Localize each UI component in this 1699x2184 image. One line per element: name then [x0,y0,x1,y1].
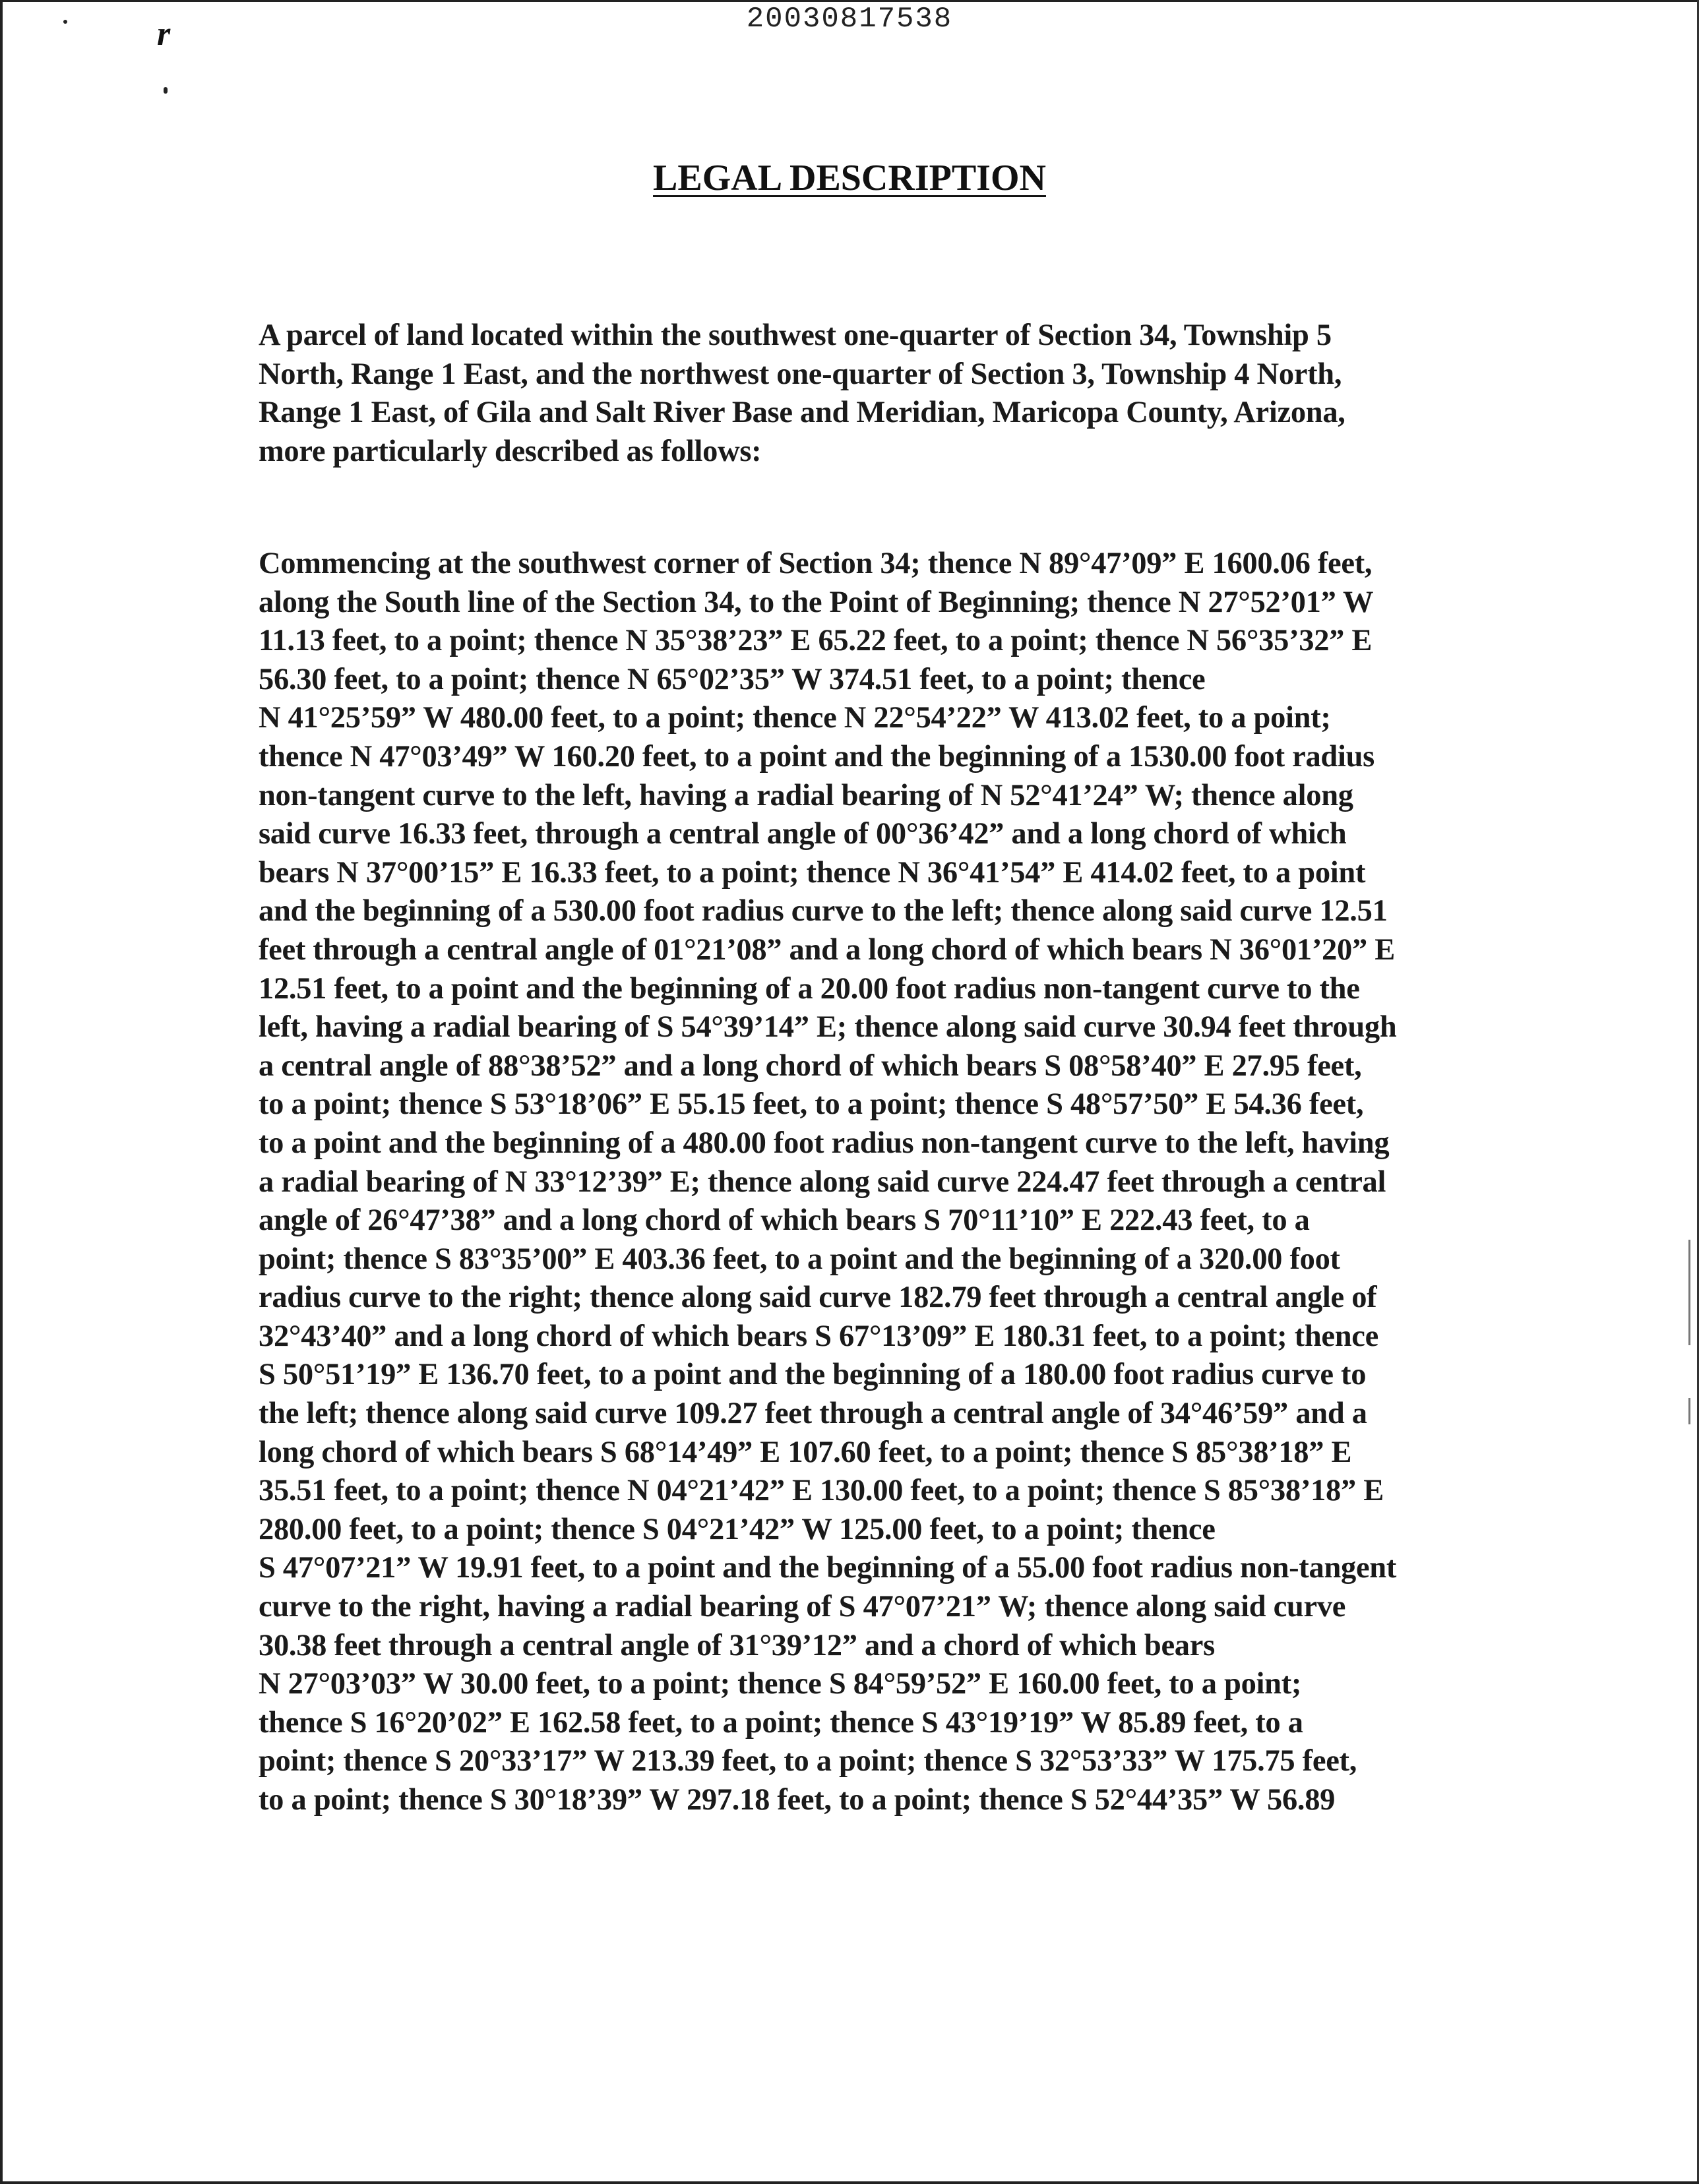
text-line: N 41°25’59” W 480.00 feet, to a point; thence N 22°54’22” W 413.02 feet, to a point; [259,701,1331,735]
text-line: to a point; thence S 53°18’06” E 55.15 feet, to a point; thence S 48°57’50” E 54.36 feet, [259,1087,1364,1122]
text-line: the left; thence along said curve 109.27 feet through a central angle of 34°46’59” and a [259,1397,1367,1431]
text-line: S 47°07’21” W 19.91 feet, to a point and the beginning of a 55.00 foot radius non-tangent [259,1551,1397,1585]
text-line: A parcel of land located within the southwest one-quarter of Section 34, Township 5 [259,318,1332,352]
scan-edge-streak [1688,1398,1690,1424]
text-line: N 27°03’03” W 30.00 feet, to a point; thence S 84°59’52” E 160.00 feet, to a point; [259,1667,1302,1701]
text-run: along the South line of the Section 34, to the [259,585,830,619]
document-number: 20030817538 [746,3,953,36]
text-line: Commencing at the southwest corner of Section 34; thence N 89°47’09” E 1600.06 feet, [259,547,1373,580]
text-line: more particularly described as follows: [259,434,762,468]
text-line: 11.13 feet, to a point; thence N 35°38’23” E 65.22 feet, to a point; thence N 56°35’32” E [259,624,1373,658]
text-line: 280.00 feet, to a point; thence S 04°21’42” W 125.00 feet, to a point; thence [259,1512,1216,1546]
text-line: S 50°51’19” E 136.70 feet, to a point and the beginning of a 180.00 foot radius curve to [259,1358,1367,1392]
text-run: thence N 27°52’01” W [1079,585,1374,619]
text-line: bears N 37°00’15” E 16.33 feet, to a point; thence N 36°41’54” E 414.02 feet, to a point [259,855,1366,890]
text-line: said curve 16.33 feet, through a central angle of 00°36’42” and a long chord of which [259,817,1347,851]
text-lines-container [259,622,1466,1819]
point-of-beginning-label: Point of Beginning; [829,585,1080,619]
text-line [259,584,1466,622]
text-line: 32°43’40” and a long chord of which bears S 67°13’09” E 180.31 feet, to a point; thence [259,1319,1378,1353]
text-line: Range 1 East, of Gila and Salt River Base and Meridian, Maricopa County, Arizona, [259,396,1345,430]
text-line: thence S 16°20’02” E 162.58 feet, to a point; thence S 43°19’19” W 85.89 feet, to a [259,1705,1303,1740]
text-line: a radial bearing of N 33°12’39” E; thence along said curve 224.47 feet through a central [259,1165,1386,1199]
text-line: left, having a radial bearing of S 54°39’14” E; thence along said curve 30.94 feet through [259,1010,1397,1045]
scan-edge-streak [1688,1240,1690,1345]
scan-speck [164,87,168,94]
text-line: point; thence S 20°33’17” W 213.39 feet, to a point; thence S 32°53’33” W 175.75 feet, [259,1744,1357,1778]
text-line: curve to the right, having a radial bearing of S 47°07’21” W; thence along said curve [259,1590,1346,1624]
page-border-left [0,0,3,2184]
text-line: 35.51 feet, to a point; thence N 04°21’42” E 130.00 feet, to a point; thence S 85°38’18” E [259,1474,1384,1508]
boundary-description-paragraph [259,545,1466,1820]
page-title: LEGAL DESCRIPTION [653,158,1046,198]
text-line: non-tangent curve to the left, having a radial bearing of N 52°41’24” W; thence along [259,778,1353,812]
text-line: 30.38 feet through a central angle of 31°39’12” and a chord of which bears [259,1628,1215,1662]
text-line: feet through a central angle of 01°21’08” and a long chord of which bears N 36°01’20” E [259,932,1395,967]
text-line: point; thence S 83°35’00” E 403.36 feet, to a point and the beginning of a 320.00 foot [259,1242,1340,1276]
text-line: a central angle of 88°38’52” and a long chord of which bears S 08°58’40” E 27.95 feet, [259,1048,1362,1083]
page-border-bottom [0,2181,1699,2184]
text-line: to a point and the beginning of a 480.00 foot radius non-tangent curve to the left, having [259,1126,1390,1160]
text-line: 12.51 feet, to a point and the beginning of a 20.00 foot radius non-tangent curve to the [259,971,1360,1006]
page-border-top [0,0,1699,2]
text-line: radius curve to the right; thence along said curve 182.79 feet through a central angle of [259,1281,1377,1315]
text-line: and the beginning of a 530.00 foot radius curve to the left; thence along said curve 12.51 [259,894,1388,928]
text-line: long chord of which bears S 68°14’49” E 107.60 feet, to a point; thence S 85°38’18” E [259,1435,1352,1469]
text-line: North, Range 1 East, and the northwest one-quarter of Section 3, Township 4 North, [259,357,1342,391]
scan-speck [63,20,67,24]
text-line: thence N 47°03’49” W 160.20 feet, to a point and the beginning of a 1530.00 foot radius [259,739,1375,774]
intro-paragraph [259,317,1466,471]
text-line: 56.30 feet, to a point; thence N 65°02’35” W 374.51 feet, to a point; thence [259,662,1206,696]
text-line: to a point; thence S 30°18’39” W 297.18 feet, to a point; thence S 52°44’35” W 56.89 [259,1783,1336,1817]
scan-corner-mark: r [157,15,171,53]
text-line: angle of 26°47’38” and a long chord of which bears S 70°11’10” E 222.43 feet, to a [259,1203,1310,1238]
